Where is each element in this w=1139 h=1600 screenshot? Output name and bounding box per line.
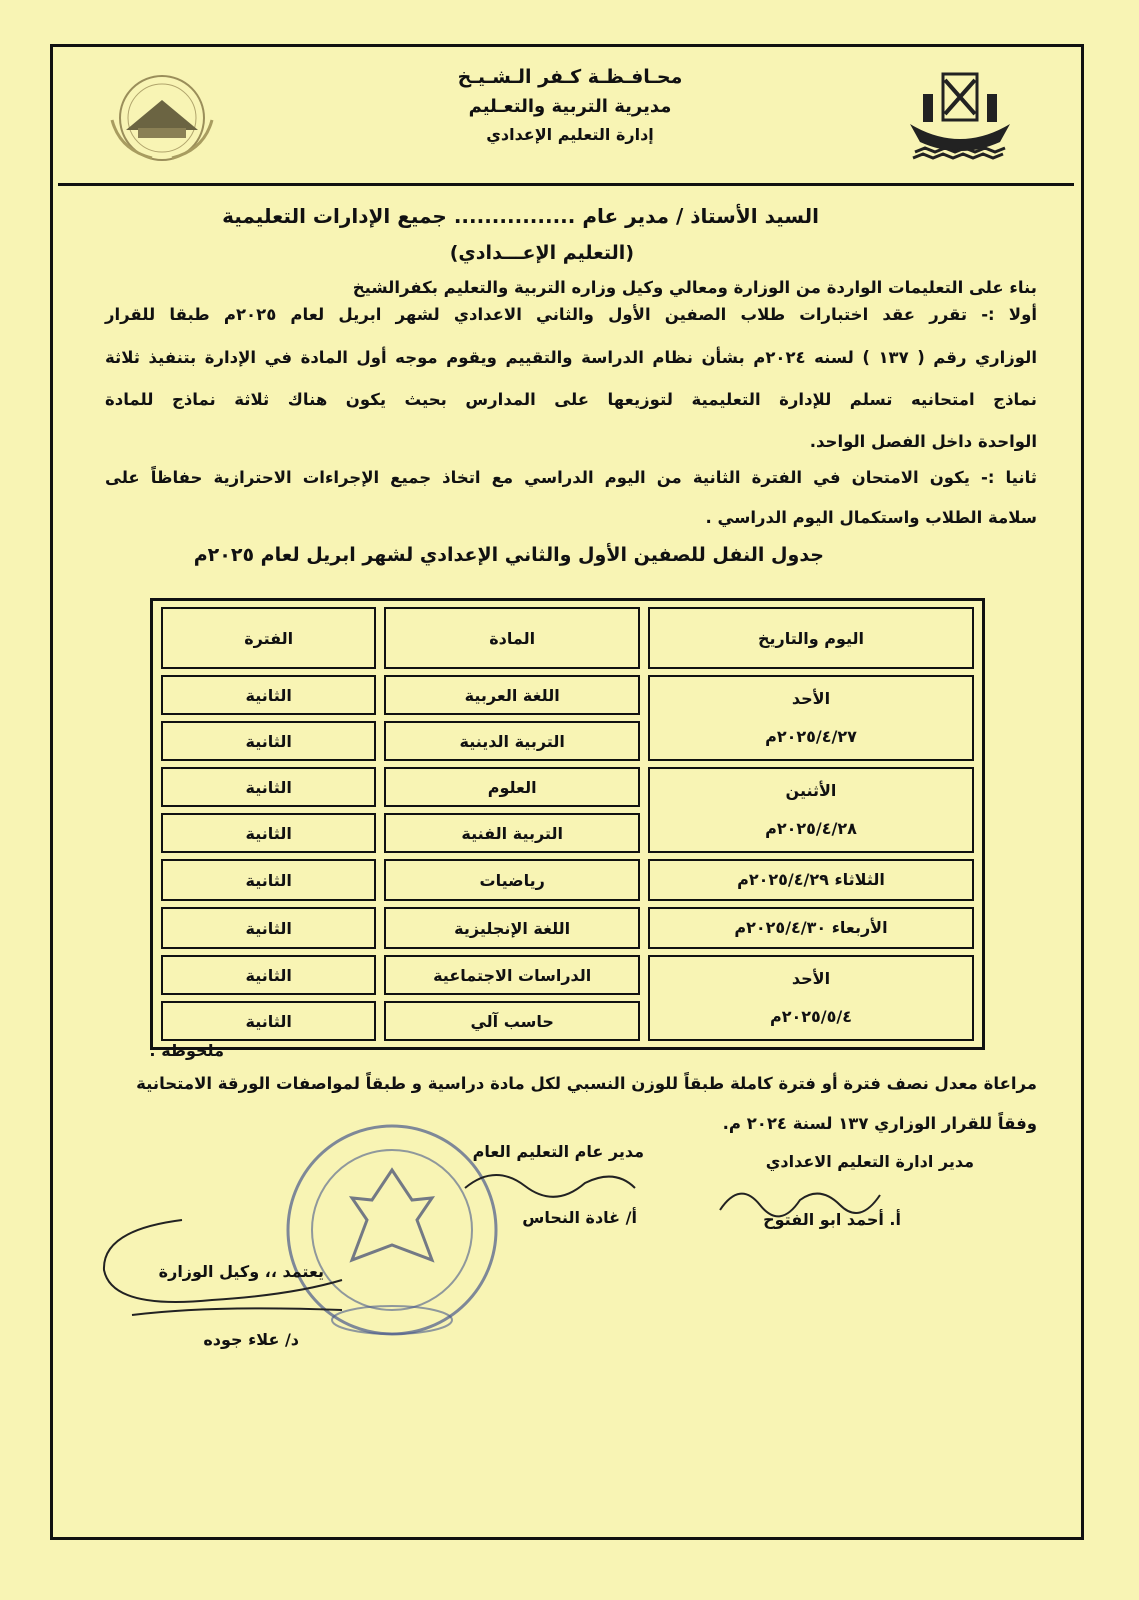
subject-cell: الدراسات الاجتماعية [384,955,640,995]
table-row [161,767,974,807]
day-name: الأحد [791,689,831,708]
note-line-1: مراعاة معدل نصف فترة أو فترة كاملة طبقاً للوزن النسبي لكل مادة دراسية و طبقاً لمواصفات الورقة الامتحانية [136,1074,1037,1093]
administration-name: إدارة التعليم الإعدادي [486,125,654,144]
education-emblem-icon [92,70,232,166]
period-cell: الثانية [161,955,376,995]
table-header-row [161,607,974,669]
table-row [161,859,974,901]
day-cell [648,767,974,853]
exam-schedule-table [150,598,985,1050]
period-cell: الثانية [161,675,376,715]
table-row [161,675,974,715]
body-line-3: الوزاري رقم ( ١٣٧ ) لسنه ٢٠٢٤م بشأن نظام الدراسة والتقييم ويقوم موجه أول المادة في الإدارة بتنفيذ ثلاثة [105,348,1037,367]
governorate-name: محـافـظـة كـفر الـشـيـخ [457,66,683,88]
day-date: ٢٠٢٥/٤/٢٨م [765,819,857,838]
day-cell: الأربعاء ٢٠٢٥/٤/٣٠م [648,907,974,949]
directorate-name: مديرية التربية والتعـليم [468,96,672,117]
header-subject: المادة [384,607,640,669]
prep-director-title: مدير ادارة التعليم الاعدادي [765,1152,974,1171]
day-cell [648,675,974,761]
prep-director-name: أ. أحمد ابو الفتوح [763,1210,901,1229]
period-cell: الثانية [161,767,376,807]
subtitle: (التعليم الإعـــدادي) [449,242,634,264]
table-row [161,955,974,995]
subject-cell: اللغة الإنجليزية [384,907,640,949]
day-date: ٢٠٢٥/٤/٢٧م [765,727,857,746]
day-name: الأثنين [785,781,837,800]
general-director-name: أ/ غادة النحاس [522,1208,637,1227]
header-day: اليوم والتاريخ [648,607,974,669]
governorate-emblem-icon [905,64,1015,164]
table-title: جدول النفل للصفين الأول والثاني الإعدادي لشهر ابريل لعام ٢٠٢٥م [193,544,824,566]
note-label: ملحوظة : [149,1041,224,1060]
subject-cell: رياضيات [384,859,640,901]
body-line-2: أولا :- تقرر عقد اختبارات طلاب الصفين الأول والثاني الاعدادي لشهر ابريل لعام ٢٠٢٥م طبقا للقرار [105,305,1038,324]
general-director-title: مدير عام التعليم العام [472,1142,644,1161]
period-cell: الثانية [161,859,376,901]
period-cell: الثانية [161,721,376,761]
subject-cell: اللغة العربية [384,675,640,715]
subject-cell: التربية الدينية [384,721,640,761]
body-line-5: الواحدة داخل الفصل الواحد. [809,432,1037,451]
header-period: الفترة [161,607,376,669]
note-line-2: وفقاً للقرار الوزاري ١٣٧ لسنة ٢٠٢٤ م. [722,1114,1037,1133]
addressee-line: السيد الأستاذ / مدير عام ................ جميع الإدارات التعليمية [222,204,819,228]
body-line-4: نماذج امتحانيه تسلم للإدارة التعليمية لتوزيعها على المدارس بحيث يكون هناك ثلاثة نماذج للمادة [105,390,1037,409]
subject-cell: التربية الفنية [384,813,640,853]
body-line-7: سلامة الطلاب واستكمال اليوم الدراسي . [705,508,1037,527]
period-cell: الثانية [161,1001,376,1041]
period-cell: الثانية [161,907,376,949]
subject-cell: العلوم [384,767,640,807]
table-row [161,907,974,949]
body-line-6: ثانيا :- يكون الامتحان في الفترة الثانية من اليوم الدراسي مع اتخاذ جميع الإجراءات الاحترازية حفاظاً على [105,468,1037,487]
approval-title: يعتمد ،، وكيل الوزارة [158,1262,324,1281]
signature-general-director [455,1158,645,1208]
day-date: ٢٠٢٥/٥/٤م [769,1007,852,1026]
day-cell [648,955,974,1041]
header-divider [58,183,1074,186]
period-cell: الثانية [161,813,376,853]
day-name: الأحد [791,969,831,988]
day-cell: الثلاثاء ٢٠٢٥/٤/٢٩م [648,859,974,901]
body-line-1: بناء على التعليمات الواردة من الوزارة ومعالي وكيل وزاره التربية والتعليم بكفرالشيخ [352,278,1037,297]
approval-name: د/ علاء جوده [203,1330,299,1349]
subject-cell: حاسب آلي [384,1001,640,1041]
